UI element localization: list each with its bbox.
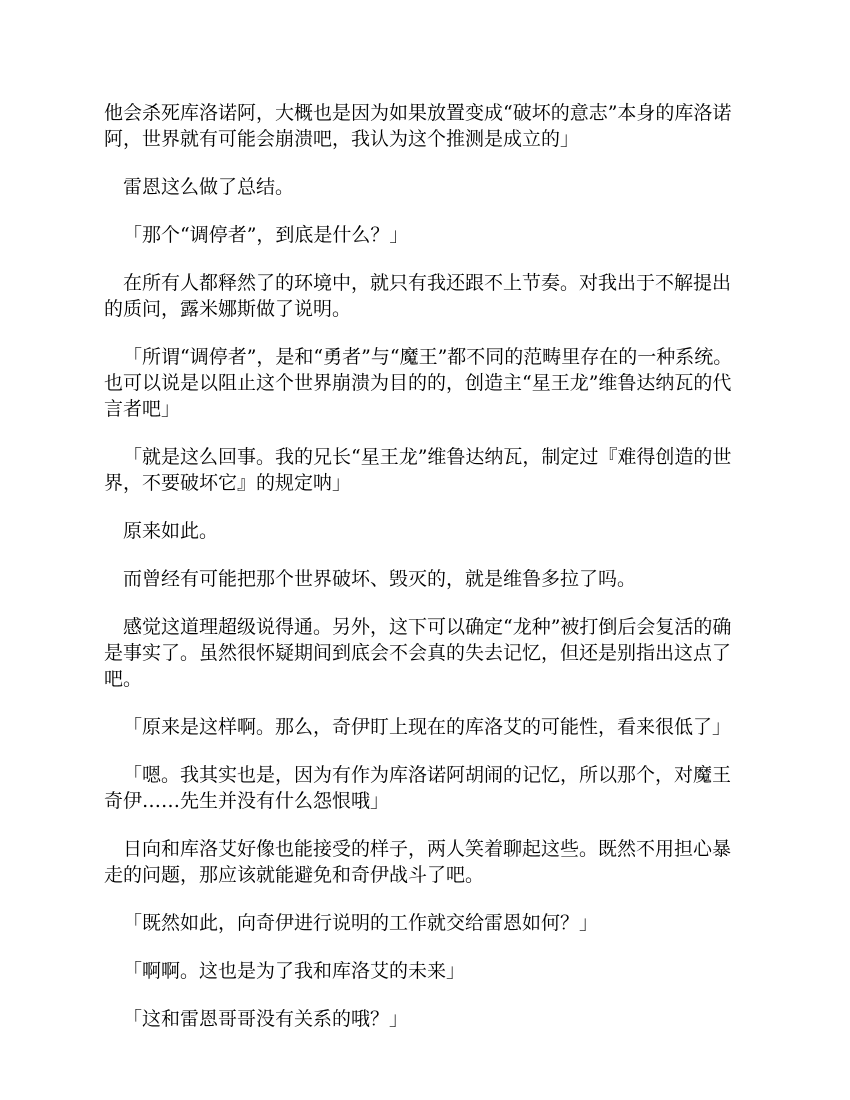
paragraph: 「原来是这样啊。那么，奇伊盯上现在的库洛艾的可能性，看来很低了」 <box>123 716 732 738</box>
paragraph: 「既然如此，向奇伊进行说明的工作就交给雷恩如何？」 <box>123 912 599 934</box>
paragraph: 「这和雷恩哥哥没有关系的哦？」 <box>123 1008 409 1030</box>
paragraph: 「啊啊。这也是为了我和库洛艾的未来」 <box>123 960 466 982</box>
paragraph: 在所有人都释然了的环境中，就只有我还跟不上节奏。对我出于不解提出的质问，露米娜斯做了说明。 <box>104 272 732 320</box>
paragraph: 雷恩这么做了总结。 <box>123 176 295 198</box>
paragraph: 日向和库洛艾好像也能接受的样子，两人笑着聊起这些。既然不用担心暴走的问题，那应该就能避免和奇伊战斗了吧。 <box>104 838 732 886</box>
paragraph: 「所谓“调停者”，是和“勇者”与“魔王”都不同的范畴里存在的一种系统。也可以说是以阻止这个世界崩溃为目的的，创造主“星王龙”维鲁达纳瓦的代言者吧」 <box>104 346 733 420</box>
paragraph: 他会杀死库洛诺阿，大概也是因为如果放置变成“破坏的意志”本身的库洛诺阿，世界就有可能会崩溃吧，我认为这个推测是成立的」 <box>104 102 732 150</box>
paragraph: 而曾经有可能把那个世界破坏、毁灭的，就是维鲁多拉了吗。 <box>123 568 637 590</box>
paragraph: 原来如此。 <box>123 520 219 542</box>
paragraph: 感觉这道理超级说得通。另外，这下可以确定“龙种”被打倒后会复活的确是事实了。虽然很怀疑期间到底会不会真的失去记忆，但还是别指出这点了吧。 <box>104 616 732 690</box>
paragraph: 「就是这么回事。我的兄长“星王龙”维鲁达纳瓦，制定过『难得创造的世界，不要破坏它』的规定呐」 <box>104 446 732 494</box>
document-body <box>104 100 746 1054</box>
paragraph: 「嗯。我其实也是，因为有作为库洛诺阿胡闹的记忆，所以那个，对魔王奇伊……先生并没有什么怨恨哦」 <box>104 764 732 812</box>
paragraph: 「那个“调停者”，到底是什么？」 <box>123 224 409 246</box>
